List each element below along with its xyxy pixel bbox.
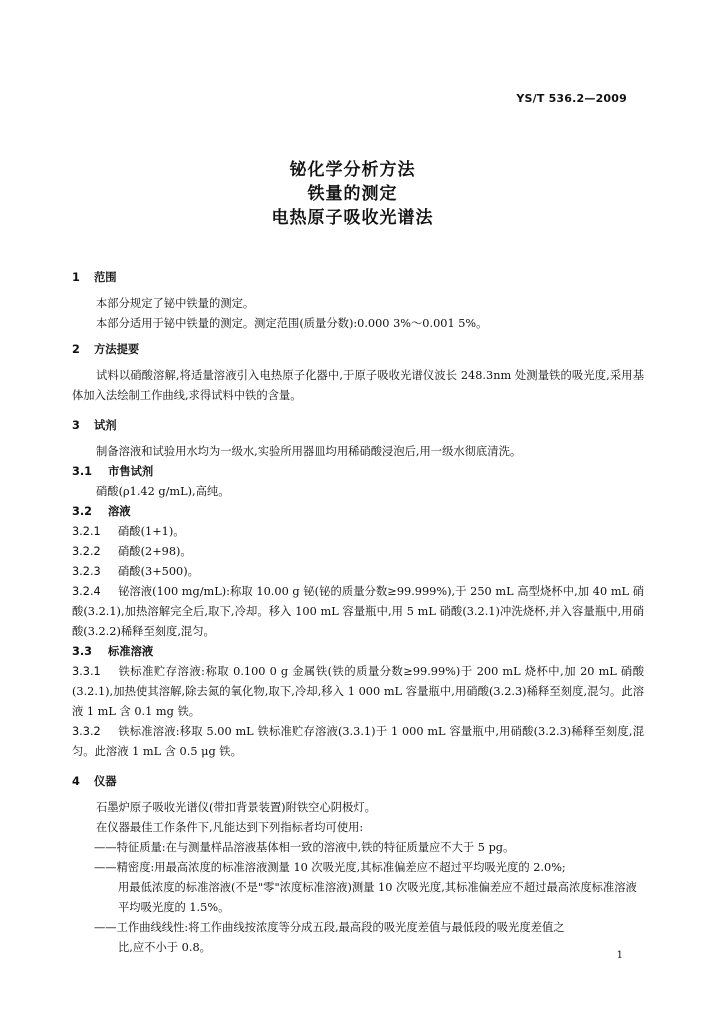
title-line-2: 铁量的测定 [307,184,398,204]
section-3-heading [72,416,644,436]
subsection-number: 3.3 [72,645,93,658]
subsection-3-1-heading [72,462,644,482]
section-title: 试剂 [94,419,117,432]
subsection-3-2-heading [72,502,644,522]
subsection-3-1-text: 硝酸(ρ1.42 g/mL),高纯。 [96,485,230,498]
document-title [0,158,705,230]
section-title: 仪器 [94,775,117,788]
criterion-precision: ——精密度:用最高浓度的标准溶液测量 10 次吸光度,其标准偏差应不超过平均吸光度的 2.0%; [94,861,566,874]
item-text: 铋溶液(100 mg/mL):称取 10.00 g 铋(铋的质量分数≥99.999%),于 250 mL 高型烧杯中,加 40 mL 硝酸(3.2.1),加热溶解完全后,取下,冷却。移入 100 mL 容量瓶中,用 5 mL 硝酸(3.2.1)冲洗烧杯,并入容量瓶中,用硝酸(3.2.2)稀释至刻度,混匀。 [72,585,644,638]
item-3-2-4 [72,582,644,642]
item-number: 3.3.2 [72,725,101,738]
section-number: 3 [72,419,80,432]
item-number: 3.2.4 [72,585,101,598]
section-1-paragraph-1: 本部分规定了铋中铁量的测定。 [96,297,255,310]
criterion-linearity: ——工作曲线线性:将工作曲线按浓度等分成五段,最高段的吸光度差值与最低段的吸光度差值之 [94,921,565,934]
item-3-3-1 [72,662,644,722]
page-number: 1 [616,950,623,961]
subsection-title: 市售试剂 [108,465,154,478]
item-number: 3.2.3 [72,565,101,578]
section-number: 4 [72,775,80,788]
section-3-paragraph: 制备溶液和试验用水均为一级水,实验所用器皿均用稀硝酸浸泡后,用一级水彻底清洗。 [96,445,522,458]
section-title: 范围 [94,271,117,284]
item-number: 3.2.2 [72,545,101,558]
item-text: 铁标准贮存溶液:称取 0.100 0 g 金属铁(铁的质量分数≥99.99%)于 200 mL 烧杯中,加 20 mL 硝酸(3.2.1),加热使其溶解,除去氮的氧化物,取下,冷却,移入 1 000 mL 容量瓶中,用硝酸(3.2.3)稀释至刻度,混匀。此溶液 1 mL 含 0.1 mg 铁。 [72,665,644,718]
standard-code: YS/T 536.2—2009 [516,92,627,105]
subsection-number: 3.1 [72,465,93,478]
criterion-characteristic-mass: ——特征质量:在与测量样品溶液基体相一致的溶液中,铁的特征质量应不大于 5 pg。 [94,841,515,854]
title-line-3: 电热原子吸收光谱法 [271,208,434,228]
section-title: 方法提要 [94,343,140,356]
item-3-3-2 [72,722,644,762]
item-number: 3.3.1 [72,665,101,678]
document-body [72,262,644,958]
item-text: 硝酸(3+500)。 [118,565,199,578]
subsection-title: 标准溶液 [108,645,154,658]
item-text: 硝酸(2+98)。 [118,545,192,558]
criterion-precision-continued: 用最低浓度的标准溶液(不是"零"浓度标准溶液)测量 10 次吸光度,其标准偏差应不超过最高浓度标准溶液平均吸光度的 1.5%。 [118,881,637,914]
section-2-paragraph: 试料以硝酸溶解,将适量溶液引入电热原子化器中,于原子吸收光谱仪波长 248.3nm 处测量铁的吸光度,采用基体加入法绘制工作曲线,求得试料中铁的含量。 [72,369,644,402]
section-2-heading [72,340,644,360]
section-4-paragraph-1: 石墨炉原子吸收光谱仪(带扣背景装置)附铁空心阴极灯。 [96,801,376,814]
subsection-title: 溶液 [108,505,131,518]
section-4-heading [72,772,644,792]
section-1-heading [72,268,644,288]
item-text: 硝酸(1+1)。 [118,525,185,538]
item-3-2-2 [72,542,644,562]
section-1-paragraph-2: 本部分适用于铋中铁量的测定。测定范围(质量分数):0.000 3%～0.001 5%。 [96,317,488,330]
section-4-paragraph-2: 在仪器最佳工作条件下,凡能达到下列指标者均可使用: [96,821,364,834]
section-number: 1 [72,271,80,284]
item-number: 3.2.1 [72,525,101,538]
criterion-linearity-continued: 比,应不小于 0.8。 [118,941,211,954]
subsection-3-3-heading [72,642,644,662]
section-number: 2 [72,343,80,356]
item-3-2-3 [72,562,644,582]
subsection-number: 3.2 [72,505,93,518]
title-line-1: 铋化学分析方法 [289,160,416,180]
item-3-2-1 [72,522,644,542]
item-text: 铁标准溶液:移取 5.00 mL 铁标准贮存溶液(3.3.1)于 1 000 mL 容量瓶中,用硝酸(3.2.3)稀释至刻度,混匀。此溶液 1 mL 含 0.5 μg 铁。 [72,725,644,758]
